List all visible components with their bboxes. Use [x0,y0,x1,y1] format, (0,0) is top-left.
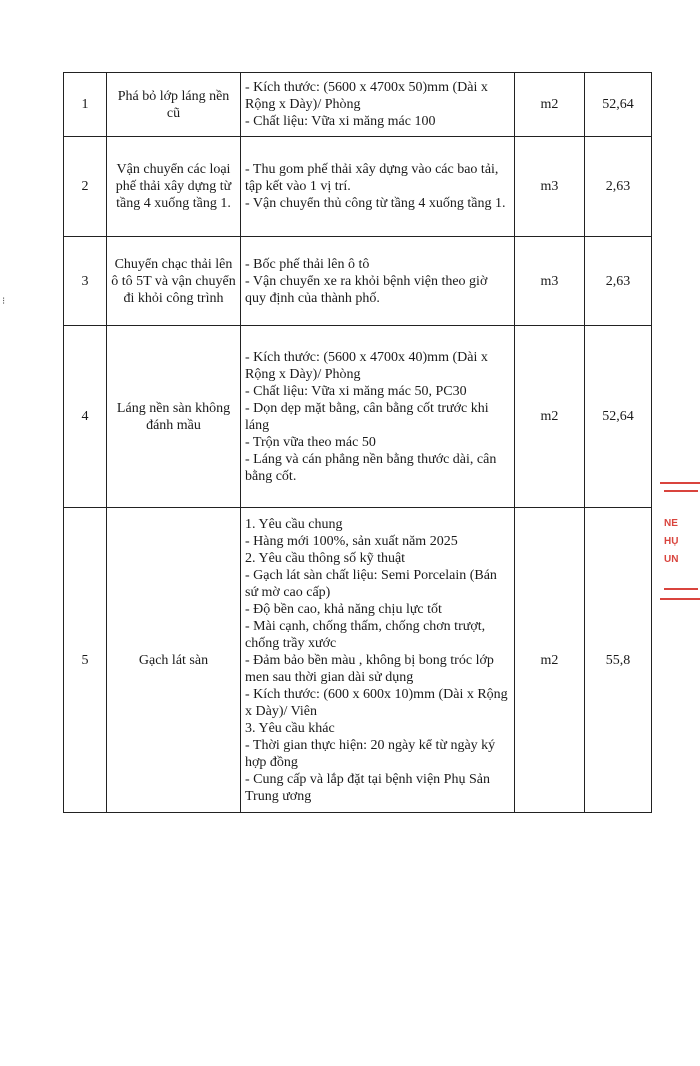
description-line: - Chất liệu: Vữa xi măng mác 100 [245,114,436,129]
stamp-text: NE [664,518,678,529]
stamp-arc [664,588,698,590]
description-line: 1. Yêu cầu chung [245,516,343,532]
description-line: - Thời gian thực hiện: 20 ngày kể từ ngày ký hợp đồng [245,737,496,770]
description-line: - Trộn vữa theo mác 50 [245,434,376,450]
quantity: 52,64 [585,73,652,137]
description-line: - Độ bền cao, khả năng chịu lực tốt [245,601,442,617]
table-row [64,137,652,237]
item-name: Gạch lát sàn [107,508,241,813]
row-number: 5 [64,508,107,813]
unit: m3 [515,237,585,326]
unit: m2 [515,508,585,813]
quantity: 55,8 [585,508,652,813]
description-line: - Kích thước: (5600 x 4700x 40)mm (Dài x Rộng x Dày)/ Phòng [245,349,488,382]
description-line: - Cung cấp và lắp đặt tại bệnh viện Phụ Sản Trung ương [245,771,490,804]
description-line: - Chất liệu: Vữa xi măng mác 50, PC30 [245,383,467,399]
scan-mark: ⁝ [2,296,6,307]
description-line: 2. Yêu cầu thông số kỹ thuật [245,550,406,566]
unit: m2 [515,326,585,508]
description-line: - Hàng mới 100%, sản xuất năm 2025 [245,533,458,549]
description-line: 3. Yêu cầu khác [245,720,335,736]
table-row [64,237,652,326]
description-line: - Kích thước: (600 x 600x 10)mm (Dài x Rộng x Dày)/ Viên [245,686,508,719]
stamp-arc [664,490,698,492]
item-description [241,237,515,326]
unit: m2 [515,73,585,137]
description-line: - Láng và cán phẳng nền bằng thước dài, cân bằng cốt. [245,451,497,484]
item-description [241,326,515,508]
description-line: - Thu gom phế thải xây dựng vào các bao tải, tập kết vào 1 vị trí. [245,162,499,194]
description-line: - Bốc phế thải lên ô tô [245,256,370,272]
stamp-arc [660,598,700,600]
table-row [64,73,652,137]
red-stamp-fragment [652,476,700,616]
item-name: Vận chuyển các loại phế thải xây dựng từ tầng 4 xuống tầng 1. [107,137,241,237]
description-line: - Gạch lát sàn chất liệu: Semi Porcelain (Bán sứ mờ cao cấp) [245,567,497,600]
description-line: - Vận chuyển xe ra khỏi bệnh viện theo giờ quy định của thành phố. [245,273,488,306]
stamp-text: UN [664,554,679,565]
quantity: 2,63 [585,237,652,326]
item-description [241,137,515,237]
stamp-text: HỤ [664,536,679,547]
table-row [64,326,652,508]
description-line: - Vận chuyển thủ công từ tầng 4 xuống tầng 1. [245,196,506,211]
row-number: 2 [64,137,107,237]
description-line: - Mài cạnh, chống thấm, chống chơn trượt, chống trầy xước [245,618,486,651]
description-line: - Kích thước: (5600 x 4700x 50)mm (Dài x Rộng x Dày)/ Phòng [245,80,488,112]
table-body [64,73,652,813]
row-number: 4 [64,326,107,508]
row-number: 1 [64,73,107,137]
row-number: 3 [64,237,107,326]
item-name: Chuyển chạc thải lên ô tô 5T và vận chuyển đi khỏi công trình [107,237,241,326]
specification-table [63,72,652,813]
table-row [64,508,652,813]
item-description [241,73,515,137]
quantity: 52,64 [585,326,652,508]
description-line: - Đảm bảo bền màu , không bị bong tróc lớp men sau thời gian dài sử dụng [245,652,494,685]
item-description [241,508,515,813]
unit: m3 [515,137,585,237]
item-name: Láng nền sàn không đánh mầu [107,326,241,508]
description-line: - Dọn dẹp mặt bằng, cân bằng cốt trước khi láng [245,400,489,433]
quantity: 2,63 [585,137,652,237]
stamp-arc [660,482,700,484]
item-name: Phá bỏ lớp láng nền cũ [107,73,241,137]
